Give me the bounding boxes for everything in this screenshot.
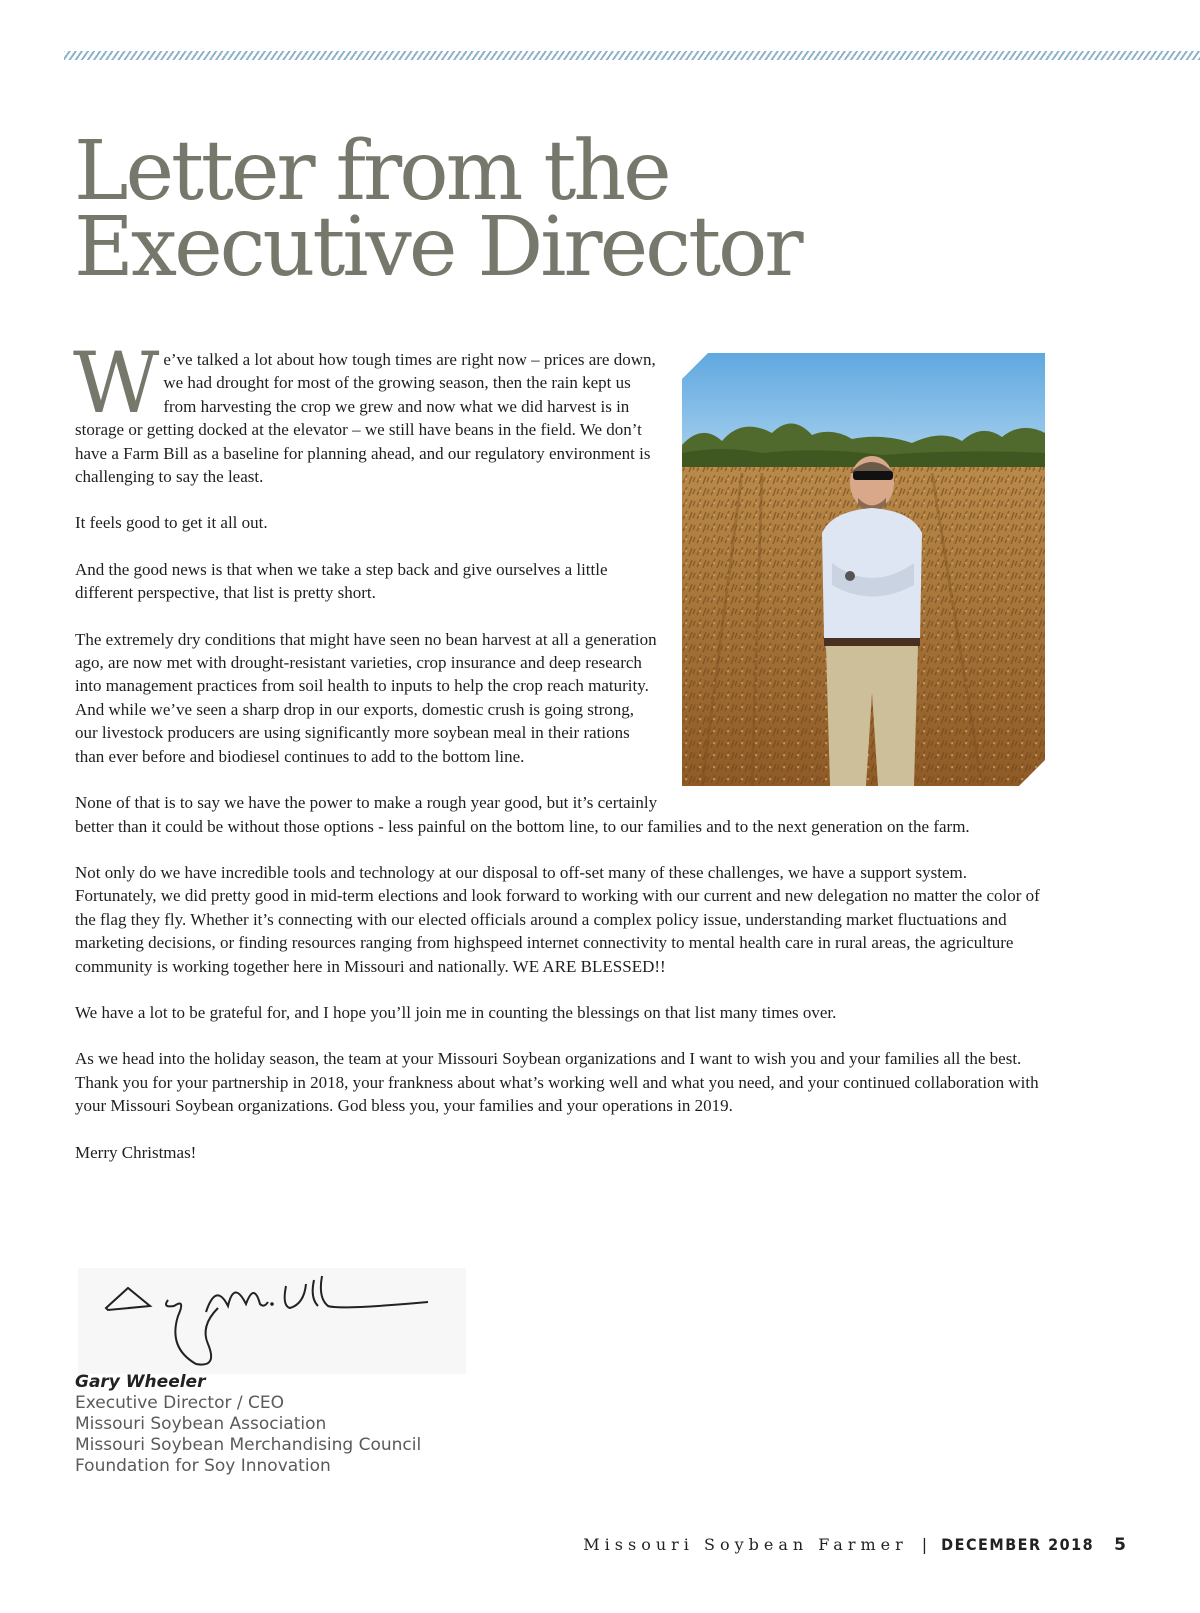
paragraph-2: It feels good to get it all out. [75, 513, 268, 533]
signatory-org-3: Foundation for Soy Innovation [75, 1456, 331, 1476]
paragraph-1-text: e’ve talked a lot about how tough times are right now – prices are down, we had drought for most of the growing season, then the rain kept us from harvesting the crop we grew and now what we did harvest is in storage or getting docked at the elevator – we still have beans in the field. We don’t have a Farm Bill as a baseline for planning ahead, and our regulatory environment is challenging to say the least. [75, 350, 656, 487]
signature-block [75, 1372, 421, 1477]
paragraph-8: As we head into the holiday season, the team at your Missouri Soybean organizations and I want to wish you and your families all the best. Thank you for your partnership in 2018, your frankness about what’s working well and what you need, and your continued collaboration with your Missouri Soybean organizations. God bless you, your families and your operations in 2019. [75, 1049, 1039, 1116]
director-photo [682, 353, 1045, 786]
decorative-stripe-bar [64, 51, 1200, 60]
paragraph-9: Merry Christmas! [75, 1142, 197, 1162]
footer-issue-date: DECEMBER 2018 [941, 1535, 1095, 1554]
letter-body [73, 334, 1045, 1187]
handwritten-signature [78, 1268, 466, 1374]
paragraph-5: None of that is to say we have the power to make a rough year good, but it’s certainly better than it could be without those options - less painful on the bottom line, to our families and to the next generation on the farm. [75, 793, 970, 836]
dropcap-letter: W [73, 334, 160, 432]
signatory-org-2: Missouri Soybean Merchandising Council [75, 1435, 422, 1455]
title-line-1: Letter from the [74, 124, 669, 219]
paragraph-7: We have a lot to be grateful for, and I hope you’ll join me in counting the blessings on that list many times over. [75, 1002, 837, 1022]
signatory-role: Executive Director / CEO [75, 1393, 284, 1413]
title-line-2: Executive Director [74, 200, 801, 295]
footer-page-number: 5 [1114, 1535, 1126, 1555]
page-title [74, 124, 801, 295]
paragraph-3: And the good news is that when we take a step back and give ourselves a little different perspective, that list is pretty short. [75, 559, 608, 603]
signature-drawing [78, 1268, 466, 1374]
paragraph-4: The extremely dry conditions that might have seen no bean harvest at all a generation ago, are now met with drought-resistant varieties, crop insurance and deep research into management practices from soil health to inputs to help the crop reach maturity. And while we’ve seen a sharp drop in our exports, domestic crush is going strong, our livestock producers are using significantly more soybean meal in their rations than ever before and biodiesel continues to add to the bottom line. [75, 629, 657, 766]
signatory-name: Gary Wheeler [75, 1372, 206, 1392]
page-footer [583, 1535, 1126, 1555]
footer-separator: | [921, 1535, 928, 1554]
footer-magazine-name: Missouri Soybean Farmer [583, 1535, 908, 1554]
photo-illustration [682, 353, 1045, 786]
signatory-org-1: Missouri Soybean Association [75, 1414, 327, 1434]
paragraph-6: Not only do we have incredible tools and technology at our disposal to off-set many of these challenges, we have a support system. Fortunately, we did pretty good in mid-term elections and look forward to working with our current and new delegation no matter the color of the flag they fly. Whether it’s connecting with our elected officials around a complex policy issue, understanding market fluctuations and marketing decisions, or finding resources ranging from highspeed internet connectivity to mental health care in rural areas, the agriculture community is working together here in Missouri and nationally. WE ARE BLESSED!! [75, 862, 1040, 976]
